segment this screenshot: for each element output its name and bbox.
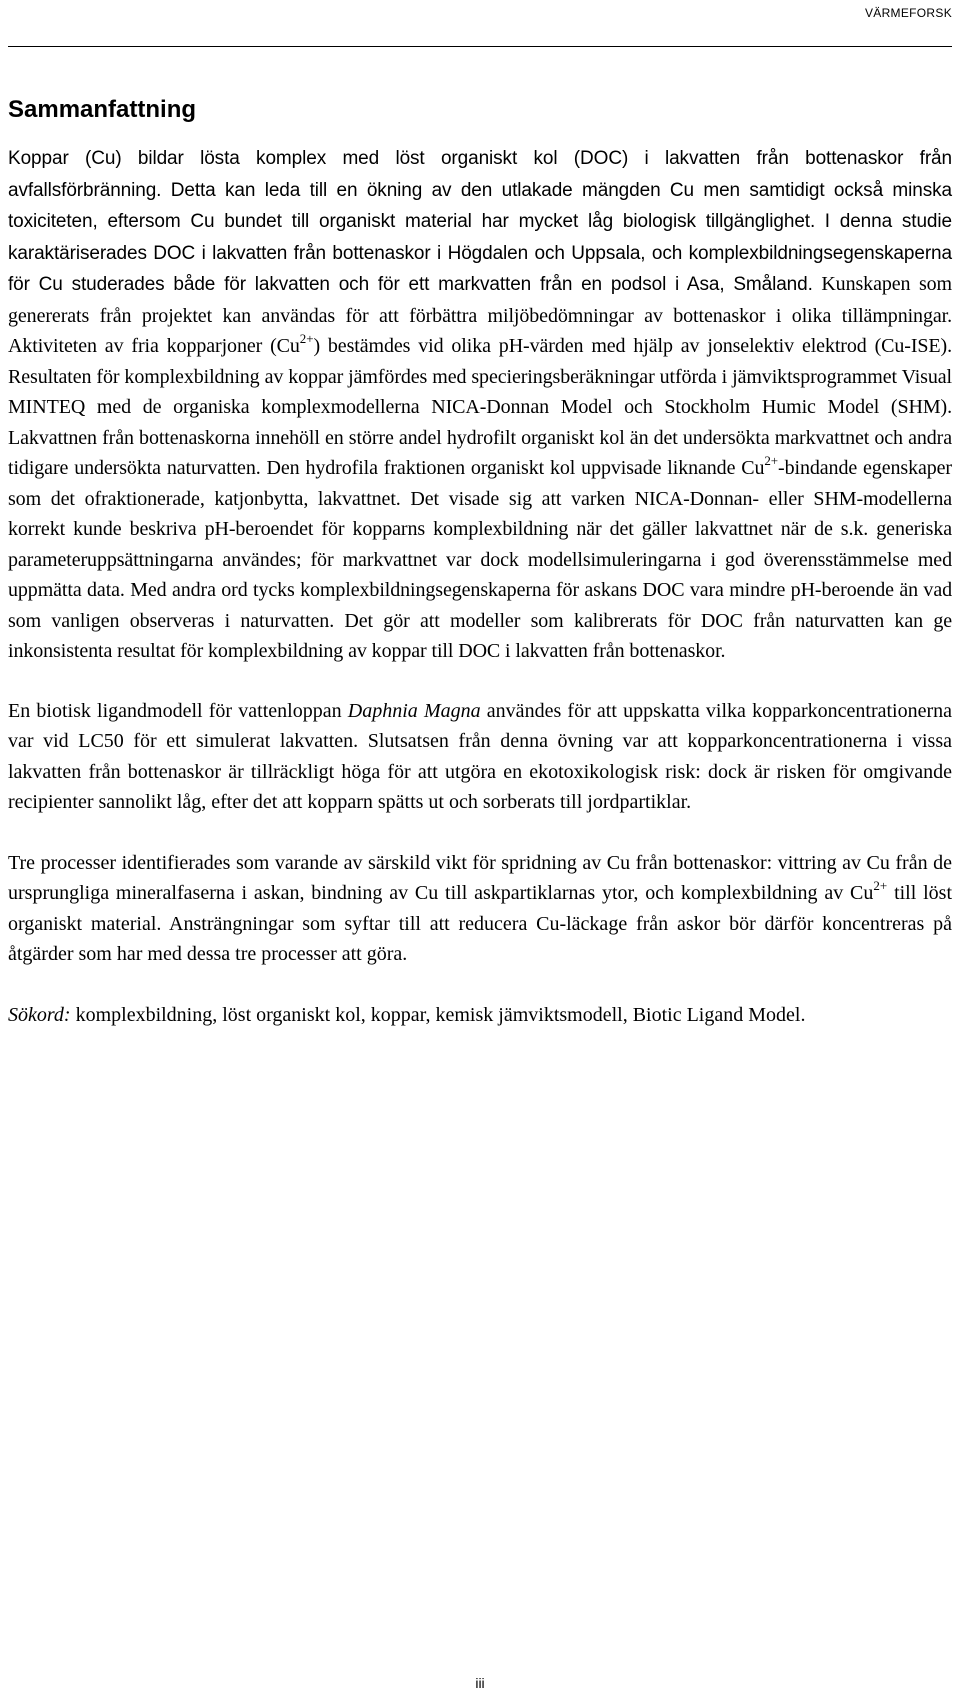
superscript-charge: 2+ — [764, 453, 779, 468]
keywords-label: Sökord: — [8, 1003, 71, 1026]
keywords-paragraph — [8, 1000, 952, 1031]
paragraph-summary-intro: Koppar (Cu) bildar lösta komplex med löst organiskt kol (DOC) i lakvatten från bottenaskor från avfallsförbränning. Detta kan leda till en ökning av den utlakade mängden Cu men samtidigt också minska toxiciteten, eftersom Cu bundet till organiskt material har mycket låg biologisk tillgänglighet. — [8, 148, 952, 232]
paragraph-summary-part-5: -bindande egenskaper som det ofraktionerade, katjonbytta, lakvattnet. Det visade sig att varken NICA-Donnan- eller SHM-modellerna korrekt kunde beskriva pH-beroendet för kopparns komplexbildning när det gäller lakvattnet när de s.k. generiska parameteruppsättningarna användes; för markvattnet var dock modellsimuleringarna i god överensstämmelse med uppmätta data. Med andra ord tycks komplexbildningsegenskaperna för askans DOC vara mindre pH-beroende än vad som vanligen observeras i naturvatten. Det gör att modeller som kalibrerats för DOC från naturvatten kan ge inkonsistenta resultat för komplexbildning av koppar till DOC i lakvatten från bottenaskor. — [8, 457, 952, 662]
superscript-charge: 2+ — [299, 331, 314, 346]
species-name: Daphnia Magna — [347, 699, 481, 722]
paragraph-processes-end: till löst organiskt material. Ansträngningar som syftar till att reducera Cu-läckage från askor bör därför koncentreras på åtgärder som har med dessa tre processer att göra. — [8, 882, 953, 965]
keywords-text: komplexbildning, löst organiskt kol, koppar, kemisk jämviktsmodell, Biotic Ligand Model. — [70, 1003, 806, 1026]
header-rule — [8, 46, 952, 47]
body-text — [8, 143, 952, 1060]
paragraph-processes — [8, 848, 952, 970]
running-header: VÄRMEFORSK — [864, 6, 952, 20]
paragraph-summary-part-3: Kunskapen som genererats från projektet kan användas för att förbättra miljöbedömningar av bottenaskor i olika tillämpningar. Aktiviteten av fria kopparjoner (Cu — [8, 273, 952, 357]
paragraph-summary-part-4: ) bestämdes vid olika pH-värden med hjälp av jonselektiv elektrod (Cu-ISE). Resultaten för komplexbildning av koppar jämfördes med specieringsberäkningar utförda i jämviktsprogrammet Visual MINTEQ med de organiska komplexmodellerna NICA-Donnan Model och Stockholm Humic Model (SHM). Lakvattnen från bottenaskorna innehöll en större andel hydrofilt organiskt kol än det undersökta markvattnet och andra tidigare undersökta naturvatten. Den hydrofila fraktionen organiskt kol uppvisade liknande Cu — [8, 335, 952, 479]
paragraph-biotic-ligand-start: En biotisk ligandmodell för vattenloppan — [8, 699, 348, 722]
page-number: iii — [475, 1675, 485, 1691]
superscript-charge: 2+ — [873, 878, 888, 893]
paragraph-summary-study: I denna studie karaktäriserades DOC i lakvatten från bottenaskor i Högdalen och Uppsala, och komplexbildningsegenskaperna för Cu studerades både för lakvatten och för ett markvatten från en podsol i Asa, Småland. — [8, 211, 952, 295]
paragraph-processes-start: Tre processer identifierades som varande av särskild vikt för spridning av Cu från bottenaskor: vittring av Cu från de ursprungliga mineralfaserna i askan, bindning av Cu till askpartiklarnas ytor, och komplexbildning av Cu — [8, 851, 952, 904]
section-heading: Sammanfattning — [8, 96, 197, 123]
paragraph-biotic-ligand — [8, 696, 952, 818]
paragraph-summary — [8, 143, 952, 667]
paragraph-biotic-ligand-end: användes för att uppskatta vilka kopparkoncentrationerna var vid LC50 för ett simulerat lakvatten. Slutsatsen från denna övning var att kopparkoncentrationerna i vissa lakvatten från bottenaskor är tillräckligt höga för att utgöra en ekotoxikologisk risk: dock är risken för omgivande recipienter sannolikt låg, efter det att kopparn spätts ut och sorberats till jordpartiklar. — [8, 699, 953, 813]
